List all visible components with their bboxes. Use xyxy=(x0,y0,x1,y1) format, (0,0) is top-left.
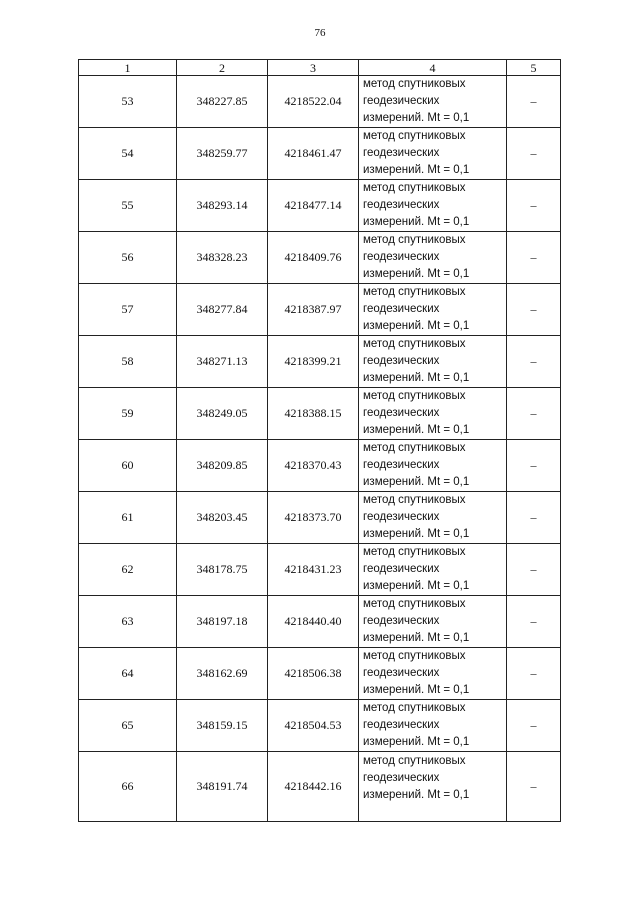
table-body xyxy=(79,76,561,822)
method-text-line: геодезических xyxy=(363,772,440,784)
method-cell xyxy=(359,648,507,700)
method-text-line: геодезических xyxy=(363,563,440,575)
x-coordinate-cell: 348227.85 xyxy=(177,76,268,128)
table-row xyxy=(79,284,561,336)
x-coordinate-cell: 348178.75 xyxy=(177,544,268,596)
y-coordinate-cell: 4218387.97 xyxy=(268,284,359,336)
point-number-cell: 65 xyxy=(79,700,177,752)
method-text-line: метод спутниковых xyxy=(363,182,466,194)
point-number-cell: 55 xyxy=(79,180,177,232)
y-coordinate-cell: 4218504.53 xyxy=(268,700,359,752)
method-text-line: измерений. Mt = 0,1 xyxy=(363,424,470,436)
table-row xyxy=(79,440,561,492)
method-text-line: геодезических xyxy=(363,355,440,367)
method-text-line: геодезических xyxy=(363,303,440,315)
method-cell xyxy=(359,492,507,544)
method-cell xyxy=(359,128,507,180)
method-text-line: метод спутниковых xyxy=(363,650,466,662)
method-text-line: измерений. Mt = 0,1 xyxy=(363,476,470,488)
method-text-line: метод спутниковых xyxy=(363,338,466,350)
table-row xyxy=(79,336,561,388)
method-text-line: измерений. Mt = 0,1 xyxy=(363,320,470,332)
note-cell: – xyxy=(507,180,561,232)
y-coordinate-cell: 4218477.14 xyxy=(268,180,359,232)
x-coordinate-cell: 348159.15 xyxy=(177,700,268,752)
table-row xyxy=(79,76,561,128)
header-col-2: 2 xyxy=(177,60,268,76)
method-cell xyxy=(359,76,507,128)
method-text-line: геодезических xyxy=(363,459,440,471)
method-text-line: измерений. Mt = 0,1 xyxy=(363,736,470,748)
point-number-cell: 54 xyxy=(79,128,177,180)
table-row xyxy=(79,180,561,232)
y-coordinate-cell: 4218431.23 xyxy=(268,544,359,596)
method-text-line: метод спутниковых xyxy=(363,78,466,90)
point-number-cell: 57 xyxy=(79,284,177,336)
method-text-line: измерений. Mt = 0,1 xyxy=(363,580,470,592)
y-coordinate-cell: 4218409.76 xyxy=(268,232,359,284)
method-text-line: метод спутниковых xyxy=(363,234,466,246)
x-coordinate-cell: 348271.13 xyxy=(177,336,268,388)
method-text-line: метод спутниковых xyxy=(363,494,466,506)
table-row xyxy=(79,388,561,440)
table-row xyxy=(79,492,561,544)
x-coordinate-cell: 348277.84 xyxy=(177,284,268,336)
x-coordinate-cell: 348259.77 xyxy=(177,128,268,180)
note-cell: – xyxy=(507,440,561,492)
method-text-line: измерений. Mt = 0,1 xyxy=(363,684,470,696)
method-cell xyxy=(359,180,507,232)
note-cell: – xyxy=(507,700,561,752)
method-text-line: измерений. Mt = 0,1 xyxy=(363,789,470,801)
method-cell xyxy=(359,388,507,440)
note-cell: – xyxy=(507,284,561,336)
x-coordinate-cell: 348203.45 xyxy=(177,492,268,544)
method-text-line: измерений. Mt = 0,1 xyxy=(363,164,470,176)
point-number-cell: 63 xyxy=(79,596,177,648)
table-row xyxy=(79,128,561,180)
note-cell: – xyxy=(507,492,561,544)
method-text-line: измерений. Mt = 0,1 xyxy=(363,216,470,228)
point-number-cell: 60 xyxy=(79,440,177,492)
header-col-5: 5 xyxy=(507,60,561,76)
y-coordinate-cell: 4218461.47 xyxy=(268,128,359,180)
point-number-cell: 66 xyxy=(79,752,177,822)
x-coordinate-cell: 348191.74 xyxy=(177,752,268,822)
method-cell xyxy=(359,700,507,752)
table-row xyxy=(79,752,561,822)
y-coordinate-cell: 4218440.40 xyxy=(268,596,359,648)
method-text-line: метод спутниковых xyxy=(363,598,466,610)
x-coordinate-cell: 348209.85 xyxy=(177,440,268,492)
method-text-line: метод спутниковых xyxy=(363,702,466,714)
y-coordinate-cell: 4218522.04 xyxy=(268,76,359,128)
method-text-line: метод спутниковых xyxy=(363,546,466,558)
x-coordinate-cell: 348197.18 xyxy=(177,596,268,648)
y-coordinate-cell: 4218506.38 xyxy=(268,648,359,700)
note-cell: – xyxy=(507,232,561,284)
note-cell: – xyxy=(507,128,561,180)
method-cell xyxy=(359,440,507,492)
method-text-line: измерений. Mt = 0,1 xyxy=(363,112,470,124)
method-text-line: метод спутниковых xyxy=(363,286,466,298)
point-number-cell: 64 xyxy=(79,648,177,700)
x-coordinate-cell: 348328.23 xyxy=(177,232,268,284)
x-coordinate-cell: 348293.14 xyxy=(177,180,268,232)
header-col-3: 3 xyxy=(268,60,359,76)
y-coordinate-cell: 4218373.70 xyxy=(268,492,359,544)
method-text-line: метод спутниковых xyxy=(363,130,466,142)
method-cell xyxy=(359,336,507,388)
point-number-cell: 61 xyxy=(79,492,177,544)
method-text-line: метод спутниковых xyxy=(363,390,466,402)
method-text-line: геодезических xyxy=(363,251,440,263)
note-cell: – xyxy=(507,76,561,128)
method-text-line: геодезических xyxy=(363,511,440,523)
note-cell: – xyxy=(507,336,561,388)
method-text-line: измерений. Mt = 0,1 xyxy=(363,632,470,644)
note-cell: – xyxy=(507,648,561,700)
table-row xyxy=(79,700,561,752)
y-coordinate-cell: 4218388.15 xyxy=(268,388,359,440)
table-row xyxy=(79,596,561,648)
method-text-line: геодезических xyxy=(363,615,440,627)
method-text-line: геодезических xyxy=(363,147,440,159)
point-number-cell: 56 xyxy=(79,232,177,284)
method-text-line: геодезических xyxy=(363,719,440,731)
note-cell: – xyxy=(507,388,561,440)
x-coordinate-cell: 348162.69 xyxy=(177,648,268,700)
y-coordinate-cell: 4218442.16 xyxy=(268,752,359,822)
method-cell xyxy=(359,752,507,822)
point-number-cell: 59 xyxy=(79,388,177,440)
header-row xyxy=(79,60,561,76)
method-cell xyxy=(359,284,507,336)
method-text-line: метод спутниковых xyxy=(363,442,466,454)
page-number: 76 xyxy=(314,27,326,39)
method-cell xyxy=(359,544,507,596)
coordinates-table xyxy=(78,59,561,822)
table-row xyxy=(79,544,561,596)
y-coordinate-cell: 4218370.43 xyxy=(268,440,359,492)
x-coordinate-cell: 348249.05 xyxy=(177,388,268,440)
method-cell xyxy=(359,232,507,284)
point-number-cell: 53 xyxy=(79,76,177,128)
header-col-4: 4 xyxy=(359,60,507,76)
note-cell: – xyxy=(507,544,561,596)
table-row xyxy=(79,232,561,284)
header-col-1: 1 xyxy=(79,60,177,76)
method-text-line: измерений. Mt = 0,1 xyxy=(363,268,470,280)
method-text-line: геодезических xyxy=(363,407,440,419)
y-coordinate-cell: 4218399.21 xyxy=(268,336,359,388)
method-text-line: измерений. Mt = 0,1 xyxy=(363,528,470,540)
point-number-cell: 62 xyxy=(79,544,177,596)
note-cell: – xyxy=(507,596,561,648)
method-text-line: геодезических xyxy=(363,199,440,211)
method-text-line: геодезических xyxy=(363,95,440,107)
point-number-cell: 58 xyxy=(79,336,177,388)
method-text-line: измерений. Mt = 0,1 xyxy=(363,372,470,384)
method-text-line: геодезических xyxy=(363,667,440,679)
note-cell: – xyxy=(507,752,561,822)
method-cell xyxy=(359,596,507,648)
table-row xyxy=(79,648,561,700)
method-text-line: метод спутниковых xyxy=(363,755,466,767)
